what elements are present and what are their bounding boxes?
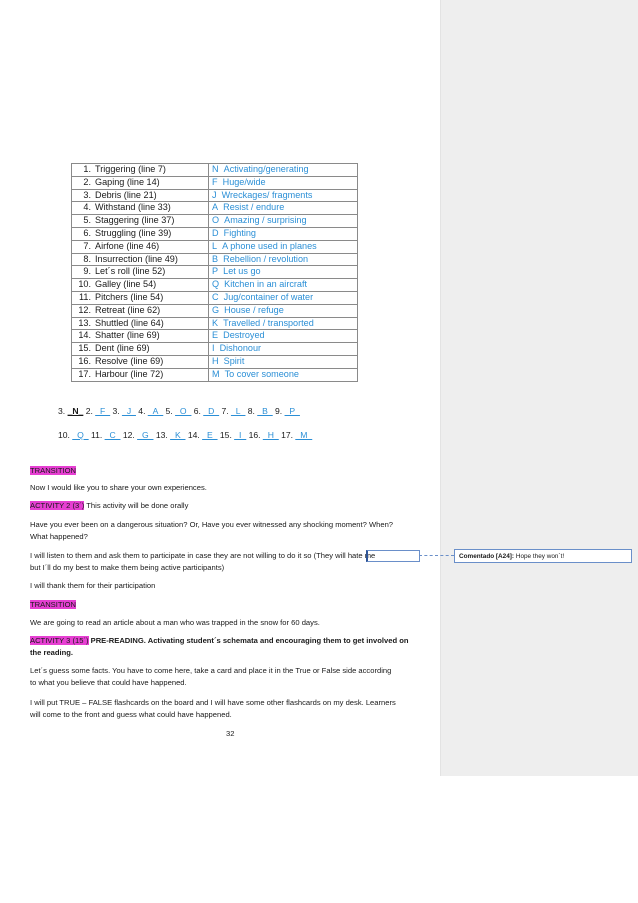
vocab-word-cell: [72, 266, 209, 279]
vocab-word-cell: [72, 355, 209, 368]
answer-number: 4.: [138, 406, 146, 416]
activity-3-text: PRE-READING. Activating student´s schemata and encouraging them to get involved on: [88, 636, 409, 645]
vocab-letter: O: [212, 215, 220, 226]
vocab-number: 9.: [83, 266, 91, 277]
vocab-number: 15.: [78, 343, 91, 354]
vocab-row: [72, 355, 358, 368]
transition-heading-1: [30, 465, 430, 477]
vocab-row: [72, 368, 358, 381]
vocab-number: 16.: [78, 355, 91, 366]
comment-balloon[interactable]: [454, 549, 632, 563]
vocab-word: Withstand (line 33): [95, 202, 171, 213]
answer-number: 7.: [221, 406, 229, 416]
answer-letter: _M_: [295, 430, 313, 440]
vocab-number: 8.: [83, 253, 91, 264]
vocab-definition-cell: [209, 368, 358, 381]
vocab-word: Airfone (line 46): [95, 240, 160, 251]
answer-number: 3.: [112, 406, 120, 416]
vocab-word: Staggering (line 37): [95, 215, 175, 226]
vocab-definition-cell: [209, 343, 358, 356]
vocab-definition-cell: [209, 330, 358, 343]
vocab-word: Pitchers (line 54): [95, 291, 164, 302]
vocab-word-cell: [72, 189, 209, 202]
vocab-word-cell: [72, 253, 209, 266]
activity-3-label: ACTIVITY 3 (15´): [30, 636, 89, 645]
vocab-definition-cell: [209, 240, 358, 253]
vocab-definition-cell: [209, 164, 358, 177]
vocab-row: [72, 240, 358, 253]
vocab-word-cell: [72, 227, 209, 240]
vocab-word-cell: [72, 176, 209, 189]
vocab-letter: J: [212, 189, 217, 200]
activity-2-line: [30, 500, 430, 512]
vocab-word-cell: [72, 304, 209, 317]
vocab-definition: House / refuge: [224, 304, 284, 315]
vocab-definition: Jug/container of water: [223, 291, 314, 302]
vocab-definition: Huge/wide: [222, 176, 266, 187]
answer-letter: _L_: [231, 406, 246, 416]
vocab-word: Insurrection (line 49): [95, 253, 178, 264]
vocab-number: 17.: [78, 368, 91, 379]
vocab-letter: H: [212, 355, 219, 366]
answer-letter: _B_: [257, 406, 273, 416]
vocab-word: Let´s roll (line 52): [95, 266, 166, 277]
vocab-letter: Q: [212, 279, 220, 290]
paragraph-guess: [30, 665, 430, 689]
vocab-word: Gaping (line 14): [95, 176, 160, 187]
vocab-row: [72, 227, 358, 240]
vocab-number: 5.: [83, 215, 91, 226]
vocab-letter: C: [212, 291, 219, 302]
comment-connector: [419, 555, 454, 556]
vocab-definition: A phone used in planes: [222, 240, 317, 251]
vocab-word: Debris (line 21): [95, 189, 157, 200]
comment-text: Hope they won´t!: [514, 553, 565, 560]
guess-line-1: Let´s guess some facts. You have to come here, take a card and place it in the True or False side according: [30, 666, 392, 675]
activity-2-label: ACTIVITY 2 (3´): [30, 501, 85, 510]
answer-letter: _D_: [203, 406, 220, 416]
answer-number: 14.: [187, 430, 200, 440]
vocab-row: [72, 330, 358, 343]
vocab-definition: Kitchen in an aircraft: [224, 279, 308, 290]
vocab-number: 1.: [83, 164, 91, 174]
vocab-letter: L: [212, 240, 218, 251]
vocab-definition: Amazing / surprising: [224, 215, 307, 226]
vocab-word: Resolve (line 69): [95, 355, 164, 366]
transition-heading-2: [30, 599, 430, 611]
vocab-word: Dent (line 69): [95, 343, 150, 354]
answer-number: 17.: [281, 430, 294, 440]
comment-anchor-highlight: [366, 550, 420, 562]
vocab-definition: Let us go: [223, 266, 261, 277]
vocab-word: Galley (line 54): [95, 279, 157, 290]
vocab-definition-cell: [209, 253, 358, 266]
vocab-row: [72, 189, 358, 202]
vocab-letter: B: [212, 253, 219, 264]
answer-number: 12.: [122, 430, 135, 440]
vocab-row: [72, 291, 358, 304]
vocab-number: 3.: [83, 189, 91, 200]
flashcards-line-2: will come to the front and guess what could have happened.: [30, 710, 232, 719]
vocab-definition: To cover someone: [224, 368, 299, 379]
vocab-letter: K: [212, 317, 219, 328]
vocab-row: [72, 343, 358, 356]
guess-line-2: to what you believe that could have happened.: [30, 678, 187, 687]
vocab-row: [72, 176, 358, 189]
vocab-number: 13.: [78, 317, 91, 328]
vocab-word-cell: [72, 202, 209, 215]
vocab-letter: P: [212, 266, 219, 277]
vocab-word-cell: [72, 164, 209, 177]
paragraph-questions: [30, 519, 430, 543]
vocab-definition: Activating/generating: [223, 164, 309, 174]
vocab-row: [72, 202, 358, 215]
paragraph-share: Now I would like you to share your own experiences.: [30, 483, 207, 492]
vocab-word-cell: [72, 317, 209, 330]
vocab-word-cell: [72, 343, 209, 356]
answer-letter: _E_: [202, 430, 218, 440]
vocab-letter: N: [212, 164, 219, 174]
vocab-definition-cell: [209, 317, 358, 330]
paragraph-article: We are going to read an article about a man who was trapped in the snow for 60 days.: [30, 618, 320, 627]
answers-line-1: [58, 406, 300, 416]
vocab-row: [72, 253, 358, 266]
paragraph-flashcards: [30, 697, 430, 721]
vocab-letter: M: [212, 368, 220, 379]
vocab-row: [72, 304, 358, 317]
answer-letter: _Q_: [72, 430, 89, 440]
questions-line-2: What happened?: [30, 532, 88, 541]
flashcards-line-1: I will put TRUE – FALSE flashcards on the board and I will have some other flashcards on my desk. Learners: [30, 698, 396, 707]
vocab-number: 14.: [78, 330, 91, 341]
vocab-row: [72, 266, 358, 279]
vocab-letter: A: [212, 202, 219, 213]
vocab-word-cell: [72, 240, 209, 253]
vocab-row: [72, 215, 358, 228]
vocab-definition-cell: [209, 266, 358, 279]
vocab-definition: Resist / endure: [223, 202, 285, 213]
answer-letter: _G_: [137, 430, 154, 440]
listen-line-1: I will listen to them and ask them to participate in case they are not willing to do it so (They: [30, 551, 336, 560]
vocab-definition: Fighting: [223, 227, 256, 238]
vocab-definition-cell: [209, 227, 358, 240]
vocab-definition: Dishonour: [219, 343, 262, 354]
vocab-definition-cell: [209, 304, 358, 317]
vocab-number: 2.: [83, 176, 91, 187]
answers-line-2: [58, 430, 312, 440]
vocab-word: Retreat (line 62): [95, 304, 161, 315]
answer-letter: _I_: [234, 430, 247, 440]
vocab-definition-cell: [209, 215, 358, 228]
answer-number: 15.: [219, 430, 232, 440]
vocab-definition-cell: [209, 279, 358, 292]
vocab-definition: Travelled / transported: [223, 317, 314, 328]
answer-number: 16.: [248, 430, 261, 440]
vocab-definition-cell: [209, 291, 358, 304]
answer-letter: _H_: [262, 430, 279, 440]
questions-line-1: Have you ever been on a dangerous situation? Or, Have you ever witnessed any shocking moment? When?: [30, 520, 394, 529]
answer-number: 6.: [193, 406, 201, 416]
vocab-letter: E: [212, 330, 219, 341]
vocab-word: Struggling (line 39): [95, 227, 172, 238]
vocab-number: 12.: [78, 304, 91, 315]
answer-number: 3.: [58, 406, 66, 416]
activity-3-block: [30, 635, 430, 659]
commented-text[interactable]: will hate me: [335, 551, 376, 560]
vocab-definition: Destroyed: [223, 330, 265, 341]
vocab-word-cell: [72, 330, 209, 343]
vocab-definition: Rebellion / revolution: [223, 253, 309, 264]
vocab-number: 7.: [83, 240, 91, 251]
vocab-word-cell: [72, 291, 209, 304]
vocab-word: Shatter (line 69): [95, 330, 160, 341]
vocab-row: [72, 279, 358, 292]
vocabulary-table: [71, 163, 358, 382]
answer-number: 11.: [90, 430, 103, 440]
vocab-number: 10.: [78, 279, 91, 290]
answer-number: 5.: [165, 406, 173, 416]
answer-number: 2.: [85, 406, 93, 416]
vocab-definition: Wreckages/ fragments: [221, 189, 313, 200]
vocab-definition-cell: [209, 189, 358, 202]
activity-3-text-2: the reading.: [30, 648, 74, 657]
answer-letter: _K_: [170, 430, 186, 440]
vocab-word: Triggering (line 7): [95, 164, 166, 174]
activity-2-text: This activity will be done orally: [84, 501, 189, 510]
paragraph-thank: I will thank them for their participation: [30, 581, 156, 590]
vocab-word-cell: [72, 279, 209, 292]
comment-author: Comentado [A24]:: [459, 553, 515, 560]
vocab-letter: F: [212, 176, 218, 187]
vocab-word: Shuttled (line 64): [95, 317, 164, 328]
vocab-number: 4.: [83, 202, 91, 213]
answer-number: 9.: [275, 406, 283, 416]
transition-label: TRANSITION: [30, 466, 76, 475]
vocab-word: Harbour (line 72): [95, 368, 164, 379]
vocab-number: 6.: [83, 227, 91, 238]
answer-letter: _A_: [147, 406, 164, 416]
answer-letter: _P_: [284, 406, 300, 416]
comment-margin: [440, 0, 638, 776]
vocab-definition-cell: [209, 176, 358, 189]
answer-letter: _O_: [175, 406, 192, 416]
vocab-row: [72, 164, 358, 177]
vocab-word-cell: [72, 215, 209, 228]
vocab-word-cell: [72, 368, 209, 381]
listen-line-2: but I´ll do my best to make them being active participants): [30, 563, 225, 572]
answer-letter: _F_: [95, 406, 111, 416]
answer-number: 8.: [247, 406, 255, 416]
vocab-definition-cell: [209, 202, 358, 215]
answer-number: 10.: [58, 430, 70, 440]
vocab-definition-cell: [209, 355, 358, 368]
vocab-letter: D: [212, 227, 219, 238]
page-number: 32: [226, 729, 235, 738]
vocab-letter: G: [212, 304, 220, 315]
vocab-letter: I: [212, 343, 215, 354]
answer-letter: _J_: [122, 406, 136, 416]
transition-label-2: TRANSITION: [30, 600, 76, 609]
vocab-row: [72, 317, 358, 330]
vocab-number: 11.: [79, 291, 91, 302]
answer-number: 13.: [155, 430, 168, 440]
answer-letter: _C_: [104, 430, 121, 440]
vocab-definition: Spirit: [223, 355, 245, 366]
answer-letter: _N_: [67, 406, 84, 416]
